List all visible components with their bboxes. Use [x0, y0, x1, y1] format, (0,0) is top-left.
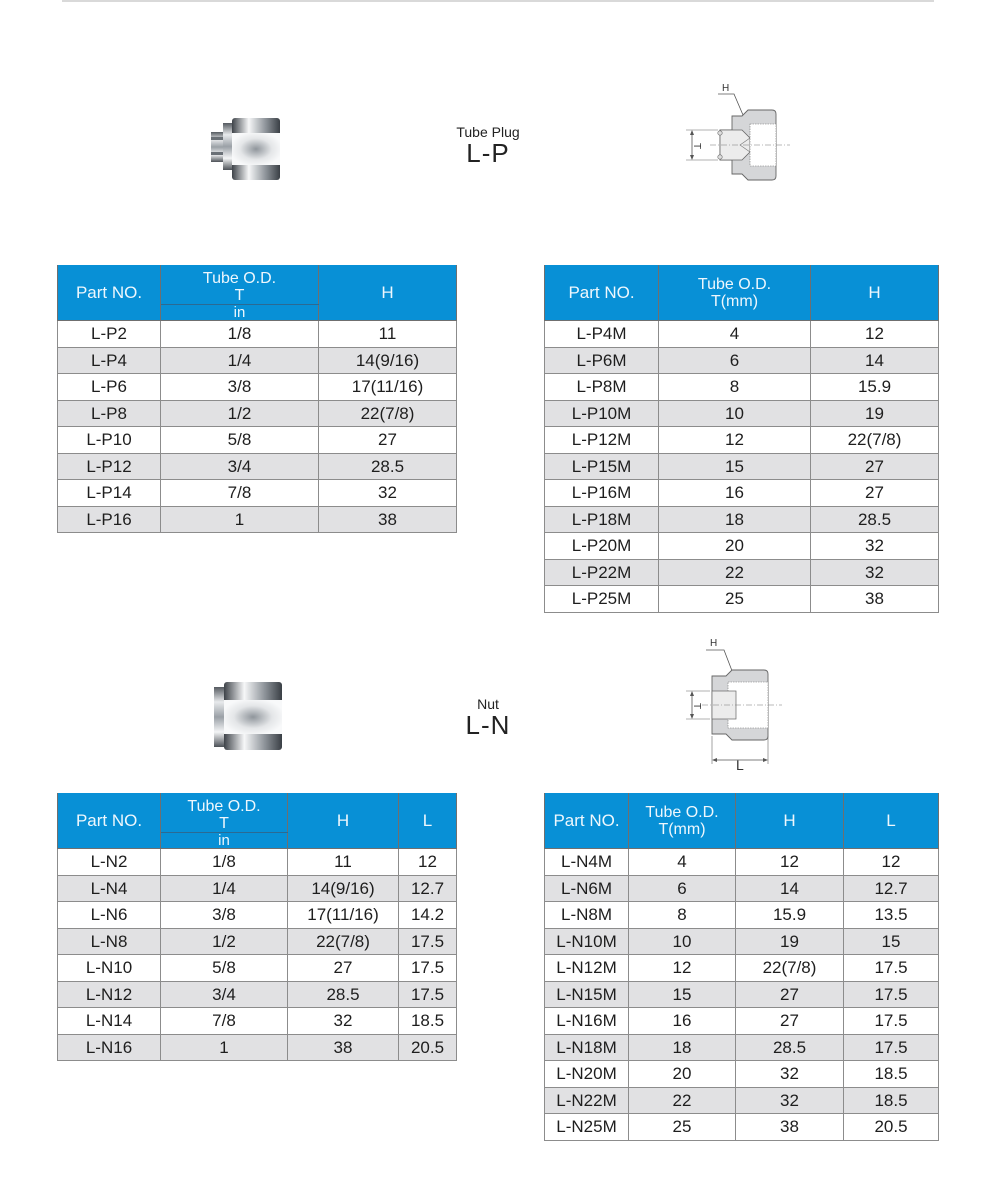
part-no-cell: L-N8M	[545, 902, 629, 929]
part-no-cell: L-N16M	[545, 1008, 629, 1035]
header-l: L	[399, 793, 457, 849]
h-cell: 32	[811, 559, 939, 586]
header-part-no: Part NO.	[545, 265, 659, 321]
header-l: L	[844, 793, 939, 849]
part-no-cell: L-N12M	[545, 955, 629, 982]
part-no-cell: L-P4	[58, 347, 161, 374]
part-no-cell: L-P14	[58, 480, 161, 507]
l-cell: 20.5	[844, 1114, 939, 1141]
tube-od-cell: 25	[629, 1114, 736, 1141]
h-cell: 32	[288, 1008, 399, 1035]
tube-plug-photo	[205, 106, 285, 186]
table-row	[545, 480, 939, 507]
tube-od-cell: 1/4	[161, 875, 288, 902]
l-cell: 18.5	[844, 1061, 939, 1088]
tube-od-cell: 22	[629, 1087, 736, 1114]
table-row	[58, 981, 457, 1008]
table-row	[545, 321, 939, 348]
header-tube-od-label: Tube O.D.	[202, 269, 277, 287]
tube-od-cell: 6	[629, 875, 736, 902]
table-row	[58, 453, 457, 480]
h-cell: 11	[319, 321, 457, 348]
tube-od-cell: 3/8	[161, 902, 288, 929]
h-cell: 38	[811, 586, 939, 613]
h-cell: 15.9	[811, 374, 939, 401]
h-cell: 14(9/16)	[319, 347, 457, 374]
tube-od-cell: 15	[629, 981, 736, 1008]
l-cell: 17.5	[399, 981, 457, 1008]
product-code: L-P	[466, 138, 510, 168]
h-cell: 38	[288, 1034, 399, 1061]
tube-od-cell: 16	[629, 1008, 736, 1035]
table-row	[545, 533, 939, 560]
part-no-cell: L-P18M	[545, 506, 659, 533]
tube-od-cell: 16	[659, 480, 811, 507]
h-cell: 22(7/8)	[319, 400, 457, 427]
nut-metric-table	[544, 793, 939, 1141]
header-tube-od	[659, 265, 811, 321]
h-cell: 22(7/8)	[288, 928, 399, 955]
l-cell: 17.5	[844, 1008, 939, 1035]
tube-od-cell: 1	[161, 506, 319, 533]
h-cell: 27	[736, 1008, 844, 1035]
table-row	[545, 1114, 939, 1141]
header-tube-od-label: Tube O.D.	[187, 797, 261, 815]
tube-od-cell: 8	[629, 902, 736, 929]
tube-od-cell: 12	[659, 427, 811, 454]
part-no-cell: L-N10M	[545, 928, 629, 955]
part-no-cell: L-N10	[58, 955, 161, 982]
h-cell: 22(7/8)	[736, 955, 844, 982]
tube-od-cell: 25	[659, 586, 811, 613]
h-cell: 28.5	[811, 506, 939, 533]
h-cell: 27	[288, 955, 399, 982]
table-row	[58, 902, 457, 929]
header-tube-od-label: Tube O.D.	[645, 803, 719, 821]
tube-od-cell: 1	[161, 1034, 288, 1061]
tube-plug-title	[430, 124, 546, 166]
l-cell: 13.5	[844, 902, 939, 929]
l-cell: 12.7	[399, 875, 457, 902]
tube-od-cell: 5/8	[161, 955, 288, 982]
tube-od-cell: 1/8	[161, 321, 319, 348]
tube-od-cell: 7/8	[161, 480, 319, 507]
part-no-cell: L-P12	[58, 453, 161, 480]
part-no-cell: L-N16	[58, 1034, 161, 1061]
table-row	[58, 321, 457, 348]
tube-od-cell: 3/8	[161, 374, 319, 401]
tube-od-cell: 1/2	[161, 400, 319, 427]
table-row	[545, 427, 939, 454]
header-h: H	[319, 265, 457, 321]
h-cell: 17(11/16)	[288, 902, 399, 929]
table-row	[58, 506, 457, 533]
table-row	[58, 849, 457, 876]
part-no-cell: L-P15M	[545, 453, 659, 480]
table-row	[545, 453, 939, 480]
part-no-cell: L-N6	[58, 902, 161, 929]
nut-inch-table	[57, 793, 457, 1061]
part-no-cell: L-N14	[58, 1008, 161, 1035]
tube-od-cell: 1/2	[161, 928, 288, 955]
tube-od-cell: 10	[629, 928, 736, 955]
header-tube-od-unit: T(mm)	[658, 820, 706, 838]
product-code: L-N	[465, 710, 511, 740]
h-cell: 27	[319, 427, 457, 454]
part-no-cell: L-N2	[58, 849, 161, 876]
tube-od-cell: 5/8	[161, 427, 319, 454]
tube-od-cell: 4	[629, 849, 736, 876]
h-cell: 27	[811, 480, 939, 507]
table-row	[58, 1034, 457, 1061]
header-tube-od	[161, 265, 319, 304]
h-cell: 11	[288, 849, 399, 876]
h-cell: 32	[736, 1087, 844, 1114]
header-tube-od-unit: T(mm)	[710, 292, 759, 310]
table-row	[545, 1061, 939, 1088]
table-row	[58, 480, 457, 507]
h-cell: 15.9	[736, 902, 844, 929]
part-no-cell: L-N25M	[545, 1114, 629, 1141]
l-cell: 17.5	[399, 955, 457, 982]
header-tube-od-symbol: T	[219, 814, 229, 832]
l-cell: 12	[399, 849, 457, 876]
tube-od-cell: 20	[629, 1061, 736, 1088]
tube-plug-metric-table	[544, 265, 939, 613]
top-divider	[62, 0, 934, 2]
h-cell: 14	[811, 347, 939, 374]
tube-od-cell: 7/8	[161, 1008, 288, 1035]
l-cell: 18.5	[399, 1008, 457, 1035]
h-cell: 22(7/8)	[811, 427, 939, 454]
h-cell: 19	[736, 928, 844, 955]
h-cell: 12	[736, 849, 844, 876]
part-no-cell: L-P20M	[545, 533, 659, 560]
h-cell: 14(9/16)	[288, 875, 399, 902]
table-row	[545, 981, 939, 1008]
header-tube-od-label: Tube O.D.	[697, 275, 772, 293]
part-no-cell: L-N22M	[545, 1087, 629, 1114]
tube-od-cell: 6	[659, 347, 811, 374]
header-unit-in: in	[161, 832, 288, 848]
part-no-cell: L-N20M	[545, 1061, 629, 1088]
drawing-label-h: H	[722, 83, 730, 94]
part-no-cell: L-P10	[58, 427, 161, 454]
l-cell: 17.5	[844, 1034, 939, 1061]
l-cell: 17.5	[844, 981, 939, 1008]
l-cell: 18.5	[844, 1087, 939, 1114]
tube-od-cell: 20	[659, 533, 811, 560]
header-h: H	[288, 793, 399, 849]
tube-od-cell: 10	[659, 400, 811, 427]
h-cell: 32	[736, 1061, 844, 1088]
l-cell: 17.5	[399, 928, 457, 955]
header-tube-od	[161, 793, 288, 832]
tube-od-cell: 15	[659, 453, 811, 480]
part-no-cell: L-P16M	[545, 480, 659, 507]
drawing-label-h: H	[710, 638, 718, 649]
drawing-label-l: L	[736, 757, 744, 772]
table-row	[58, 955, 457, 982]
table-row	[545, 400, 939, 427]
table-row	[545, 875, 939, 902]
part-no-cell: L-N4M	[545, 849, 629, 876]
h-cell: 27	[736, 981, 844, 1008]
nut-title	[440, 696, 536, 738]
tube-plug-drawing	[680, 78, 810, 188]
drawing-label-t: T	[691, 143, 702, 150]
l-cell: 14.2	[399, 902, 457, 929]
table-row	[58, 400, 457, 427]
product-name: Nut	[477, 696, 499, 712]
table-row	[545, 586, 939, 613]
table-row	[58, 374, 457, 401]
part-no-cell: L-N8	[58, 928, 161, 955]
tube-od-cell: 12	[629, 955, 736, 982]
header-h: H	[736, 793, 844, 849]
part-no-cell: L-N15M	[545, 981, 629, 1008]
part-no-cell: L-P6M	[545, 347, 659, 374]
header-unit-in: in	[161, 304, 319, 320]
h-cell: 32	[811, 533, 939, 560]
h-cell: 12	[811, 321, 939, 348]
table-row	[545, 506, 939, 533]
part-no-cell: L-N4	[58, 875, 161, 902]
part-no-cell: L-P8M	[545, 374, 659, 401]
tube-od-cell: 3/4	[161, 981, 288, 1008]
part-no-cell: L-P12M	[545, 427, 659, 454]
tube-plug-inch-table	[57, 265, 457, 533]
table-row	[545, 849, 939, 876]
header-part-no: Part NO.	[58, 793, 161, 849]
table-row	[545, 902, 939, 929]
table-row	[545, 1034, 939, 1061]
tube-od-cell: 3/4	[161, 453, 319, 480]
part-no-cell: L-P22M	[545, 559, 659, 586]
part-no-cell: L-P4M	[545, 321, 659, 348]
header-tube-od	[629, 793, 736, 849]
table-row	[58, 1008, 457, 1035]
table-row	[58, 347, 457, 374]
tube-od-cell: 8	[659, 374, 811, 401]
header-part-no: Part NO.	[58, 265, 161, 321]
drawing-label-t: T	[691, 703, 702, 710]
header-part-no: Part NO.	[545, 793, 629, 849]
h-cell: 32	[319, 480, 457, 507]
table-row	[545, 1087, 939, 1114]
l-cell: 17.5	[844, 955, 939, 982]
l-cell: 15	[844, 928, 939, 955]
header-h: H	[811, 265, 939, 321]
table-row	[545, 928, 939, 955]
h-cell: 14	[736, 875, 844, 902]
tube-od-cell: 22	[659, 559, 811, 586]
part-no-cell: L-N6M	[545, 875, 629, 902]
h-cell: 17(11/16)	[319, 374, 457, 401]
nut-photo	[210, 676, 290, 756]
tube-od-cell: 1/8	[161, 849, 288, 876]
part-no-cell: L-P25M	[545, 586, 659, 613]
part-no-cell: L-N12	[58, 981, 161, 1008]
h-cell: 28.5	[288, 981, 399, 1008]
h-cell: 19	[811, 400, 939, 427]
table-row	[545, 347, 939, 374]
part-no-cell: L-P8	[58, 400, 161, 427]
table-row	[58, 427, 457, 454]
l-cell: 20.5	[399, 1034, 457, 1061]
tube-od-cell: 4	[659, 321, 811, 348]
table-row	[58, 928, 457, 955]
tube-od-cell: 18	[659, 506, 811, 533]
nut-drawing	[680, 636, 790, 772]
l-cell: 12.7	[844, 875, 939, 902]
table-row	[545, 374, 939, 401]
h-cell: 38	[319, 506, 457, 533]
part-no-cell: L-P10M	[545, 400, 659, 427]
part-no-cell: L-N18M	[545, 1034, 629, 1061]
table-row	[58, 875, 457, 902]
part-no-cell: L-P16	[58, 506, 161, 533]
h-cell: 38	[736, 1114, 844, 1141]
table-row	[545, 955, 939, 982]
tube-od-cell: 1/4	[161, 347, 319, 374]
tube-od-cell: 18	[629, 1034, 736, 1061]
h-cell: 27	[811, 453, 939, 480]
l-cell: 12	[844, 849, 939, 876]
h-cell: 28.5	[319, 453, 457, 480]
product-name: Tube Plug	[456, 124, 520, 140]
table-row	[545, 1008, 939, 1035]
table-row	[545, 559, 939, 586]
h-cell: 28.5	[736, 1034, 844, 1061]
part-no-cell: L-P2	[58, 321, 161, 348]
header-tube-od-symbol: T	[234, 286, 245, 304]
part-no-cell: L-P6	[58, 374, 161, 401]
